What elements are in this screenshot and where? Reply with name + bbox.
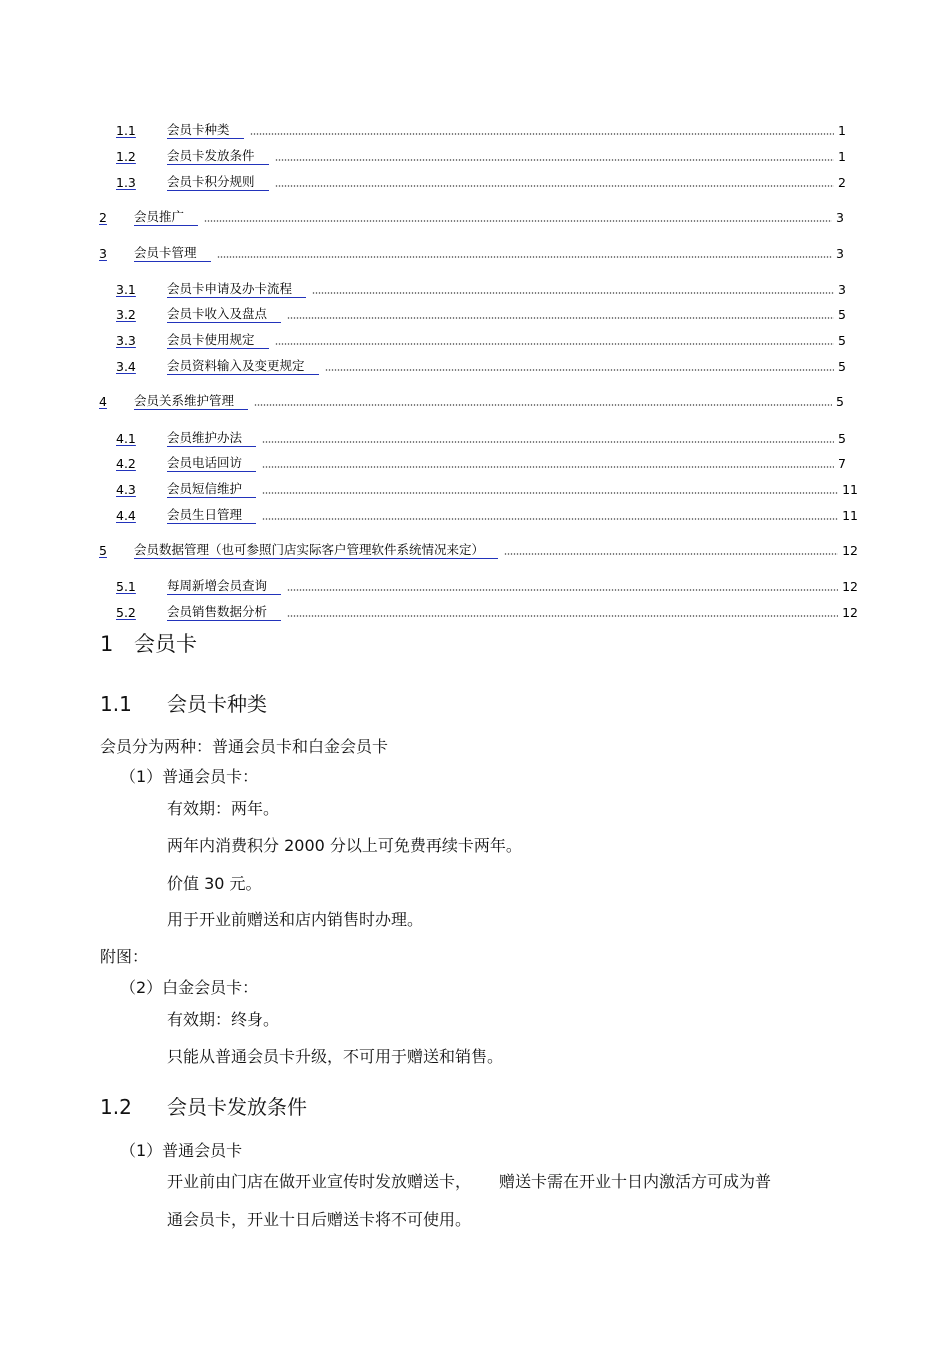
heading-title: 会员卡发放条件 (167, 1095, 307, 1119)
toc-leader-dots (287, 317, 834, 319)
toc-entry-title[interactable]: 会员卡积分规则 (167, 174, 269, 191)
heading-number: 1 (100, 632, 114, 656)
toc-leader-dots (262, 466, 834, 468)
toc-entry-number[interactable]: 4 (99, 394, 107, 409)
toc-entry[interactable] (0, 280, 950, 300)
toc-entry[interactable] (0, 305, 950, 325)
toc-leader-dots (287, 615, 838, 617)
heading-title: 会员卡种类 (167, 692, 267, 716)
toc-entry[interactable] (0, 577, 950, 597)
item-1-line: 有效期：两年。 (167, 799, 280, 818)
toc-entry-number[interactable]: 5.2 (116, 605, 136, 620)
toc-entry-page: 2 (838, 175, 846, 190)
toc-entry-page: 5 (838, 307, 846, 322)
toc-entry-page: 1 (838, 123, 846, 138)
toc-entry-title[interactable]: 会员卡使用规定 (167, 332, 269, 349)
s12-paragraph-line (167, 1170, 771, 1194)
toc-entry-number[interactable]: 4.3 (116, 482, 136, 497)
toc-entry[interactable] (0, 454, 950, 474)
toc-entry-number[interactable]: 3 (99, 246, 107, 261)
toc-leader-dots (275, 159, 834, 161)
toc-entry-number[interactable]: 2 (99, 210, 107, 225)
toc-entry[interactable] (0, 357, 950, 377)
toc-entry[interactable] (0, 480, 950, 500)
toc-entry-number[interactable]: 3.4 (116, 359, 136, 374)
toc-entry-number[interactable]: 4.4 (116, 508, 136, 523)
toc-entry-number[interactable]: 3.3 (116, 333, 136, 348)
toc-entry-number[interactable]: 3.2 (116, 307, 136, 322)
heading-1-1 (100, 689, 267, 719)
toc-entry-page: 3 (836, 246, 844, 261)
toc-entry-page: 12 (842, 543, 858, 558)
item-1-line: 价值 30 元。 (167, 874, 262, 893)
heading-title: 会员卡 (134, 632, 197, 656)
item-2-line: 只能从普通会员卡升级，不可用于赠送和销售。 (167, 1047, 504, 1066)
toc-entry-title[interactable]: 会员卡管理 (134, 245, 211, 262)
heading-1-2 (100, 1092, 307, 1122)
toc-entry[interactable] (0, 331, 950, 351)
toc-entry-title[interactable]: 会员资料输入及变更规定 (167, 358, 319, 375)
figure-label: 附图： (100, 947, 149, 966)
heading-number: 1.2 (100, 1095, 132, 1119)
s12-paragraph-line: 通会员卡，开业十日后赠送卡将不可使用。 (167, 1210, 472, 1229)
toc-leader-dots (287, 589, 838, 591)
toc-entry-title[interactable]: 会员数据管理（也可参照门店实际客户管理软件系统情况来定） (134, 542, 498, 559)
toc-entry-number[interactable]: 4.2 (116, 456, 136, 471)
toc-leader-dots (275, 343, 834, 345)
item-1-line: 用于开业前赠送和店内销售时办理。 (167, 910, 424, 929)
toc-leader-dots (217, 256, 832, 258)
toc-entry-page: 3 (838, 282, 846, 297)
toc-entry-title[interactable]: 会员关系维护管理 (134, 393, 248, 410)
toc-entry-page: 3 (836, 210, 844, 225)
toc-entry-page: 5 (838, 431, 846, 446)
toc-leader-dots (275, 185, 834, 187)
toc-entry-page: 1 (838, 149, 846, 164)
toc-entry-number[interactable]: 1.1 (116, 123, 136, 138)
item-2-label: （2）白金会员卡： (120, 978, 259, 997)
toc-entry[interactable] (0, 121, 950, 141)
toc-entry-page: 5 (836, 394, 844, 409)
toc-entry-page: 5 (838, 359, 846, 374)
toc-entry-title[interactable]: 会员生日管理 (167, 507, 256, 524)
toc-entry-title[interactable]: 会员卡申请及办卡流程 (167, 281, 306, 298)
toc-entry-title[interactable]: 会员电话回访 (167, 455, 256, 472)
toc-entry-number[interactable]: 4.1 (116, 431, 136, 446)
toc-entry-page: 11 (842, 482, 858, 497)
toc-entry-title[interactable]: 会员推广 (134, 209, 198, 226)
toc-entry-title[interactable]: 每周新增会员查询 (167, 578, 281, 595)
s12-paragraph-part: 赠送卡需在开业十日内激活方可成为普 (499, 1172, 772, 1191)
toc-entry[interactable] (0, 147, 950, 167)
toc-entry-title[interactable]: 会员卡收入及盘点 (167, 306, 281, 323)
toc-entry-page: 11 (842, 508, 858, 523)
toc-entry-number[interactable]: 5.1 (116, 579, 136, 594)
toc-entry-title[interactable]: 会员短信维护 (167, 481, 256, 498)
toc-leader-dots (250, 133, 834, 135)
toc-leader-dots (325, 369, 834, 371)
toc-entry-page: 12 (842, 605, 858, 620)
toc-leader-dots (312, 292, 834, 294)
toc-leader-dots (262, 492, 838, 494)
toc-entry[interactable] (0, 506, 950, 526)
toc-entry-page: 5 (838, 333, 846, 348)
heading-number: 1.1 (100, 692, 132, 716)
heading-1 (100, 629, 197, 659)
toc-entry[interactable] (0, 541, 950, 561)
toc-leader-dots (262, 441, 834, 443)
toc-leader-dots (504, 553, 838, 555)
s12-item-1-label: （1）普通会员卡 (120, 1141, 243, 1160)
item-1-label: （1）普通会员卡： (120, 767, 259, 786)
toc-entry-title[interactable]: 会员卡种类 (167, 122, 244, 139)
toc-entry-title[interactable]: 会员维护办法 (167, 430, 256, 447)
toc-entry-number[interactable]: 1.2 (116, 149, 136, 164)
toc-entry-title[interactable]: 会员卡发放条件 (167, 148, 269, 165)
s12-paragraph-part: 开业前由门店在做开业宣传时发放赠送卡， (167, 1172, 472, 1191)
toc-leader-dots (262, 518, 838, 520)
toc-entry-page: 7 (838, 456, 846, 471)
toc-entry-number[interactable]: 1.3 (116, 175, 136, 190)
toc-entry[interactable] (0, 173, 950, 193)
toc-entry[interactable] (0, 429, 950, 449)
toc-entry[interactable] (0, 603, 950, 623)
toc-entry[interactable] (0, 208, 950, 228)
toc-entry-title[interactable]: 会员销售数据分析 (167, 604, 281, 621)
toc-entry-number[interactable]: 3.1 (116, 282, 136, 297)
toc-entry-page: 12 (842, 579, 858, 594)
toc-entry[interactable] (0, 244, 950, 264)
toc-leader-dots (254, 404, 832, 406)
intro-paragraph: 会员分为两种：普通会员卡和白金会员卡 (100, 737, 389, 756)
toc-entry-number[interactable]: 5 (99, 543, 107, 558)
toc-leader-dots (204, 220, 832, 222)
item-2-line: 有效期：终身。 (167, 1010, 280, 1029)
item-1-line: 两年内消费积分 2000 分以上可免费再续卡两年。 (167, 836, 522, 855)
toc-entry[interactable] (0, 392, 950, 412)
